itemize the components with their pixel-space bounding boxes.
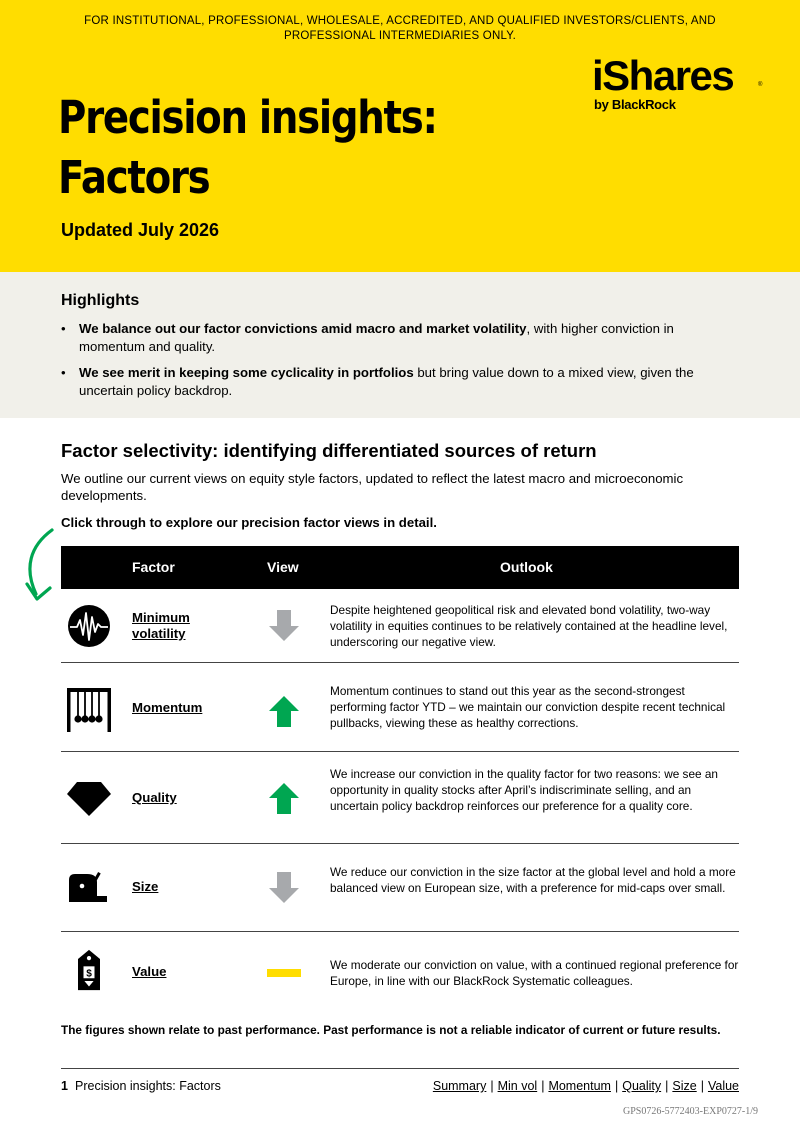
bullet-icon: • (61, 321, 66, 336)
outlook-text: Momentum continues to stand out this year as the second-strongest performing factor YTD – we maintain our conviction despite recent technical pullbacks, viewing these as healthy corrections. (330, 684, 726, 730)
down-arrow-icon (266, 870, 302, 906)
hero-banner (0, 0, 800, 272)
outlook-text: We increase our conviction in the quality factor for two reasons: we see an opportunity in quality stocks after April’s indiscriminate selling, and an uncertain policy backdrop reinforces our preference for a quality core. (330, 767, 718, 813)
nav-separator: | (665, 1079, 669, 1093)
table-row (61, 663, 739, 752)
header-view: View (267, 559, 299, 575)
factor-link-size[interactable]: Size (132, 879, 159, 894)
newtons-cradle-icon (67, 688, 111, 732)
nav-link-quality[interactable]: Quality (622, 1079, 662, 1093)
highlight-bold: We balance out our factor convictions amid macro and market volatility (79, 321, 527, 336)
header-outlook: Outlook (500, 559, 553, 575)
highlights-title: Highlights (61, 292, 140, 309)
curved-arrow-icon (20, 528, 60, 608)
nav-separator: | (541, 1079, 545, 1093)
nav-link-value[interactable]: Value (707, 1079, 739, 1093)
neutral-dash-icon (266, 954, 302, 990)
section-title: Factor selectivity: identifying differentiated sources of return (61, 440, 597, 461)
page-title (58, 88, 437, 208)
bullet-icon: • (61, 365, 66, 380)
investor-disclaimer: FOR INSTITUTIONAL, PROFESSIONAL, WHOLESALE, ACCREDITED, AND QUALIFIED INVESTORS/CLIENTS, AND PROFESSIONAL INTERMEDIARIES ONLY. (84, 15, 716, 42)
down-arrow-icon (266, 608, 302, 644)
table-row (61, 932, 739, 1014)
price-tag-icon (67, 948, 111, 992)
section-description: We outline our current views on equity style factors, updated to reflect the latest macro and microeconomic developments. (61, 471, 684, 503)
highlight-item (61, 320, 741, 356)
table-row (61, 752, 739, 844)
title-line-2: Factors (58, 151, 210, 204)
highlights-section (0, 272, 800, 418)
highlight-item (61, 364, 741, 400)
nav-separator: | (490, 1079, 494, 1093)
click-through-note: Click through to explore our precision factor views in detail. (61, 515, 437, 530)
outlook-text: Despite heightened geopolitical risk and elevated bond volatility, two-way volatility in equities continues to be relatively contained at the headline level, underscoring our negative view. (330, 603, 728, 649)
factor-link-value[interactable]: Value (132, 964, 167, 979)
outlook-text: We reduce our conviction in the size factor at the global level and hold a more balanced view on European size, with a preference for mid-caps over small. (330, 865, 736, 895)
factor-link-momentum[interactable]: Momentum (132, 700, 203, 715)
footer-nav (433, 1079, 739, 1093)
footer-title: Precision insights: Factors (75, 1079, 221, 1093)
ishares-logo (592, 54, 767, 114)
table-row (61, 844, 739, 932)
nav-link-momentum[interactable]: Momentum (548, 1079, 611, 1093)
document-code: GPS0726-5772403-EXP0727-1/9 (622, 1106, 758, 1117)
logo-wordmark: iShares (592, 52, 734, 99)
nav-separator: | (614, 1079, 619, 1093)
page-number: 1 (61, 1079, 68, 1093)
header-factor: Factor (132, 559, 175, 575)
highlight-text: but bring value down to a mixed view, given the uncertain policy backdrop. (79, 365, 694, 398)
outlook-text: We moderate our conviction on value, with a continued regional preference for Europe, in line with our BlackRock Systematic colleagues. (330, 958, 739, 988)
factor-link-min-vol[interactable]: Minimum volatility (132, 610, 190, 641)
past-performance-disclaimer: The figures shown relate to past performance. Past performance is not a reliable indicator of current or future results. (61, 1023, 721, 1037)
svg-text:$: $ (86, 968, 92, 980)
highlight-text: , with higher conviction in momentum and quality. (79, 321, 674, 354)
diamond-icon (67, 776, 111, 820)
updated-date: Updated July 2026 (61, 220, 220, 240)
up-arrow-icon (266, 694, 302, 730)
logo-registered-mark: ® (758, 82, 763, 88)
up-arrow-icon (266, 781, 302, 817)
factor-link-quality[interactable]: Quality (132, 790, 177, 805)
logo-subtitle: by BlackRock (594, 97, 676, 112)
nav-separator: | (700, 1079, 704, 1093)
factor-table-header (61, 546, 739, 589)
heartbeat-icon (67, 604, 111, 648)
highlight-bold: We see merit in keeping some cyclicality in portfolios (79, 365, 414, 380)
nav-link-summary[interactable]: Summary (432, 1079, 487, 1093)
nav-link-size[interactable]: Size (672, 1079, 697, 1093)
tape-measure-icon (67, 866, 111, 910)
footer-divider (61, 1068, 739, 1069)
title-line-1: Precision insights: (58, 91, 437, 144)
nav-link-min-vol[interactable]: Min vol (497, 1079, 538, 1093)
highlights-list (61, 320, 741, 408)
table-row (61, 589, 739, 663)
